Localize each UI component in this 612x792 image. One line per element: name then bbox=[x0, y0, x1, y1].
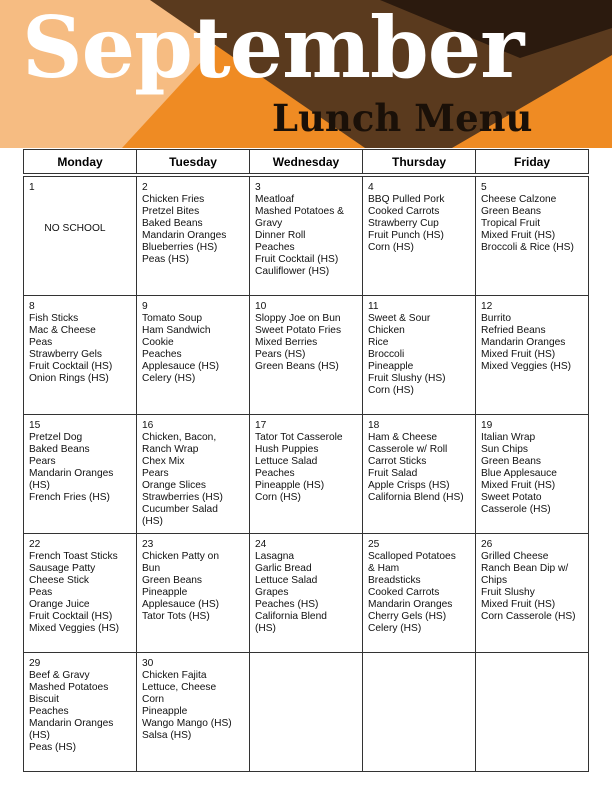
menu-item: Chicken bbox=[368, 325, 405, 336]
menu-item: Tator Tot Casserole bbox=[255, 432, 343, 443]
day-cell bbox=[24, 653, 137, 772]
day-number: 18 bbox=[368, 420, 380, 431]
menu-item: Tator Tots (HS) bbox=[142, 611, 210, 622]
menu-item: Chex Mix bbox=[142, 456, 185, 467]
menu-item: Mac & Cheese bbox=[29, 325, 96, 336]
menu-item: Green Beans bbox=[142, 575, 203, 586]
menu-item: Grapes bbox=[255, 587, 289, 598]
menu-item: Mashed Potatoes & bbox=[255, 206, 344, 217]
menu-item: Mixed Veggies (HS) bbox=[481, 361, 572, 372]
day-number: 4 bbox=[368, 182, 374, 193]
menu-item: Green Beans (HS) bbox=[255, 361, 339, 372]
menu-item: Mandarin Oranges bbox=[481, 337, 566, 348]
menu-item: Casserole w/ Roll bbox=[368, 444, 448, 455]
menu-item: Salsa (HS) bbox=[142, 730, 192, 741]
menu-item: Mixed Fruit (HS) bbox=[481, 230, 556, 241]
menu-item: Broccoli bbox=[368, 349, 405, 360]
menu-item: Sausage Patty bbox=[29, 563, 96, 574]
menu-item: Pretzel Dog bbox=[29, 432, 83, 443]
menu-item: Pretzel Bites bbox=[142, 206, 200, 217]
menu-item: Grilled Cheese bbox=[481, 551, 549, 562]
menu-item: Fish Sticks bbox=[29, 313, 79, 324]
menu-item: Broccoli & Rice (HS) bbox=[481, 242, 574, 253]
day-cell bbox=[476, 296, 589, 415]
menu-item: Ranch Bean Dip w/ bbox=[481, 563, 569, 574]
menu-item: Corn Casserole (HS) bbox=[481, 611, 576, 622]
menu-item: Pears (HS) bbox=[255, 349, 306, 360]
menu-item: Corn (HS) bbox=[368, 242, 414, 253]
menu-item: Bun bbox=[142, 563, 161, 574]
menu-item: Tropical Fruit bbox=[481, 218, 541, 229]
day-cell bbox=[476, 177, 589, 296]
menu-item: Tomato Soup bbox=[142, 313, 203, 324]
menu-item: Cucumber Salad bbox=[142, 504, 218, 515]
menu-item: Refried Beans bbox=[481, 325, 546, 336]
menu-item: Baked Beans bbox=[142, 218, 203, 229]
menu-item: Mixed Fruit (HS) bbox=[481, 599, 556, 610]
day-number: 24 bbox=[255, 539, 267, 550]
day-number: 22 bbox=[29, 539, 41, 550]
day-cell bbox=[137, 415, 250, 534]
day-number: 23 bbox=[142, 539, 154, 550]
menu-item: Fruit Cocktail (HS) bbox=[29, 611, 113, 622]
page-subtitle: Lunch Menu bbox=[272, 96, 533, 140]
menu-item: Pineapple bbox=[142, 706, 188, 717]
menu-item: Pears bbox=[29, 456, 56, 467]
day-cell bbox=[24, 415, 137, 534]
menu-item: Pineapple bbox=[142, 587, 188, 598]
day-number: 30 bbox=[142, 658, 154, 669]
day-number: 19 bbox=[481, 420, 493, 431]
menu-item: Peaches bbox=[29, 706, 69, 717]
menu-item: Blue Applesauce bbox=[481, 468, 557, 479]
menu-item: Mixed Veggies (HS) bbox=[29, 623, 120, 634]
menu-item: (HS) bbox=[255, 623, 276, 634]
menu-item: Cauliflower (HS) bbox=[255, 266, 330, 277]
menu-item: Applesauce (HS) bbox=[142, 599, 220, 610]
menu-item: Chicken, Bacon, bbox=[142, 432, 217, 443]
menu-item: California Blend bbox=[255, 611, 327, 622]
menu-item: Peas (HS) bbox=[29, 742, 76, 753]
menu-item: Baked Beans bbox=[29, 444, 90, 455]
menu-item: Blueberries (HS) bbox=[142, 242, 218, 253]
menu-item: Wango Mango (HS) bbox=[142, 718, 232, 729]
menu-item: Pears bbox=[142, 468, 169, 479]
menu-item: Cheese Stick bbox=[29, 575, 90, 586]
day-cell bbox=[250, 534, 363, 653]
day-number: 29 bbox=[29, 658, 41, 669]
menu-item: Cookie bbox=[142, 337, 174, 348]
menu-item: Peas bbox=[29, 337, 53, 348]
menu-item: Lasagna bbox=[255, 551, 295, 562]
menu-item: Rice bbox=[368, 337, 389, 348]
day-number: 16 bbox=[142, 420, 154, 431]
menu-calendar-grid bbox=[23, 176, 589, 772]
menu-item: Mixed Fruit (HS) bbox=[481, 349, 556, 360]
menu-item: Orange Slices bbox=[142, 480, 206, 491]
menu-item: Cherry Gels (HS) bbox=[368, 611, 447, 622]
menu-item: Biscuit bbox=[29, 694, 60, 705]
menu-item: Peaches bbox=[142, 349, 182, 360]
menu-item: Mandarin Oranges (HS) bbox=[29, 468, 114, 491]
day-cell bbox=[363, 177, 476, 296]
menu-item: Onion Rings (HS) bbox=[29, 373, 109, 384]
menu-item: Beef & Gravy bbox=[29, 670, 90, 681]
day-cell bbox=[476, 415, 589, 534]
menu-item: Burrito bbox=[481, 313, 512, 324]
menu-item: Fruit Cocktail (HS) bbox=[255, 254, 339, 265]
menu-item: BBQ Pulled Pork bbox=[368, 194, 445, 205]
menu-item: Applesauce (HS) bbox=[142, 361, 220, 372]
day-cell bbox=[363, 415, 476, 534]
menu-item: Strawberry Cup bbox=[368, 218, 439, 229]
menu-item: Hush Puppies bbox=[255, 444, 319, 455]
day-number: 9 bbox=[142, 301, 148, 312]
menu-item: Lettuce Salad bbox=[255, 456, 318, 467]
menu-item: Peaches bbox=[255, 242, 295, 253]
menu-item: Chicken Fajita bbox=[142, 670, 207, 681]
menu-item: Pineapple bbox=[368, 361, 414, 372]
menu-item: Ham & Cheese bbox=[368, 432, 438, 443]
weekday-header-thursday: Thursday bbox=[363, 150, 476, 173]
day-cell bbox=[363, 653, 476, 772]
menu-item: French Fries (HS) bbox=[29, 492, 110, 503]
menu-item: Green Beans bbox=[481, 206, 542, 217]
menu-item: Cooked Carrots bbox=[368, 206, 440, 217]
menu-item: Mandarin Oranges bbox=[368, 599, 453, 610]
menu-item: Peas (HS) bbox=[142, 254, 189, 265]
menu-item: Strawberries (HS) bbox=[142, 492, 223, 503]
menu-item: & Ham bbox=[368, 563, 400, 574]
menu-item: Strawberry Gels bbox=[29, 349, 103, 360]
menu-item: French Toast Sticks bbox=[29, 551, 118, 562]
menu-item: Chicken Fries bbox=[142, 194, 205, 205]
day-cell bbox=[250, 415, 363, 534]
menu-item: Fruit Punch (HS) bbox=[368, 230, 444, 241]
menu-item: Peaches (HS) bbox=[255, 599, 319, 610]
menu-item: Lettuce, Cheese bbox=[142, 682, 217, 693]
day-cell bbox=[250, 296, 363, 415]
menu-item: (HS) bbox=[142, 516, 163, 527]
menu-item: Sun Chips bbox=[481, 444, 529, 455]
menu-item: Green Beans bbox=[481, 456, 542, 467]
menu-item: Garlic Bread bbox=[255, 563, 312, 574]
day-cell bbox=[24, 296, 137, 415]
day-number: 5 bbox=[481, 182, 487, 193]
menu-item: Mixed Fruit (HS) bbox=[481, 480, 556, 491]
menu-item: Celery (HS) bbox=[368, 623, 422, 634]
weekday-header-friday: Friday bbox=[513, 154, 550, 169]
menu-item: Carrot Sticks bbox=[368, 456, 427, 467]
day-cell bbox=[250, 177, 363, 296]
menu-item: Pineapple (HS) bbox=[255, 480, 325, 491]
menu-item: Peaches bbox=[255, 468, 295, 479]
menu-item: Mandarin Oranges bbox=[142, 230, 227, 241]
menu-item: Mashed Potatoes bbox=[29, 682, 109, 693]
menu-item: Fruit Cocktail (HS) bbox=[29, 361, 113, 372]
menu-item: Cooked Carrots bbox=[368, 587, 440, 598]
day-number: 12 bbox=[481, 301, 493, 312]
menu-item: Sweet Potato bbox=[481, 492, 542, 503]
menu-item: Chicken Patty on bbox=[142, 551, 220, 562]
menu-item: Scalloped Potatoes bbox=[368, 551, 456, 562]
menu-item: Corn bbox=[142, 694, 165, 705]
menu-item: Casserole (HS) bbox=[481, 504, 551, 515]
menu-item: Sloppy Joe on Bun bbox=[255, 313, 341, 324]
menu-item: Peas bbox=[29, 587, 53, 598]
menu-item: Gravy bbox=[255, 218, 283, 229]
menu-item: Corn (HS) bbox=[255, 492, 301, 503]
weekday-header-row bbox=[23, 149, 589, 174]
day-number: 11 bbox=[368, 301, 379, 312]
day-cell bbox=[137, 296, 250, 415]
menu-item: Ham Sandwich bbox=[142, 325, 211, 336]
day-number: 15 bbox=[29, 420, 41, 431]
day-number: 10 bbox=[255, 301, 267, 312]
weekday-header-monday: Monday bbox=[24, 150, 137, 173]
menu-item: Fruit Salad bbox=[368, 468, 418, 479]
menu-item: Sweet & Sour bbox=[368, 313, 431, 324]
menu-item: (HS) bbox=[29, 730, 50, 741]
menu-item: Italian Wrap bbox=[481, 432, 536, 443]
day-cell bbox=[24, 177, 137, 296]
menu-item: California Blend (HS) bbox=[368, 492, 464, 503]
day-number: 1 bbox=[29, 182, 35, 193]
day-cell bbox=[137, 653, 250, 772]
day-number: 8 bbox=[29, 301, 35, 312]
day-cell bbox=[363, 296, 476, 415]
menu-item: Lettuce Salad bbox=[255, 575, 318, 586]
menu-item: Breadsticks bbox=[368, 575, 421, 586]
menu-item: Sweet Potato Fries bbox=[255, 325, 342, 336]
menu-item: Fruit Slushy (HS) bbox=[368, 373, 446, 384]
menu-item: Mandarin Oranges bbox=[29, 718, 114, 729]
day-number: 3 bbox=[255, 182, 261, 193]
menu-item: Meatloaf bbox=[255, 194, 295, 205]
menu-item: Cheese Calzone bbox=[481, 194, 557, 205]
day-cell bbox=[476, 653, 589, 772]
day-cell bbox=[476, 534, 589, 653]
menu-item: Celery (HS) bbox=[142, 373, 196, 384]
day-cell bbox=[137, 534, 250, 653]
day-number: 26 bbox=[481, 539, 493, 550]
day-number: 25 bbox=[368, 539, 380, 550]
day-number: 2 bbox=[142, 182, 148, 193]
weekday-header-tuesday: Tuesday bbox=[137, 150, 250, 173]
day-cell bbox=[363, 534, 476, 653]
menu-item: Fruit Slushy bbox=[481, 587, 535, 598]
day-cell bbox=[137, 177, 250, 296]
menu-item: Dinner Roll bbox=[255, 230, 306, 241]
weekday-header-wednesday: Wednesday bbox=[250, 150, 363, 173]
menu-item: Ranch Wrap bbox=[142, 444, 199, 455]
menu-item: Orange Juice bbox=[29, 599, 90, 610]
menu-item: Mixed Berries bbox=[255, 337, 318, 348]
day-number: 17 bbox=[255, 420, 267, 431]
menu-item: Chips bbox=[481, 575, 508, 586]
menu-item: Apple Crisps (HS) bbox=[368, 480, 450, 491]
page-title: September bbox=[22, 0, 524, 97]
day-note: NO SCHOOL bbox=[44, 223, 106, 234]
menu-item: Corn (HS) bbox=[368, 385, 414, 396]
day-cell bbox=[250, 653, 363, 772]
day-cell bbox=[24, 534, 137, 653]
